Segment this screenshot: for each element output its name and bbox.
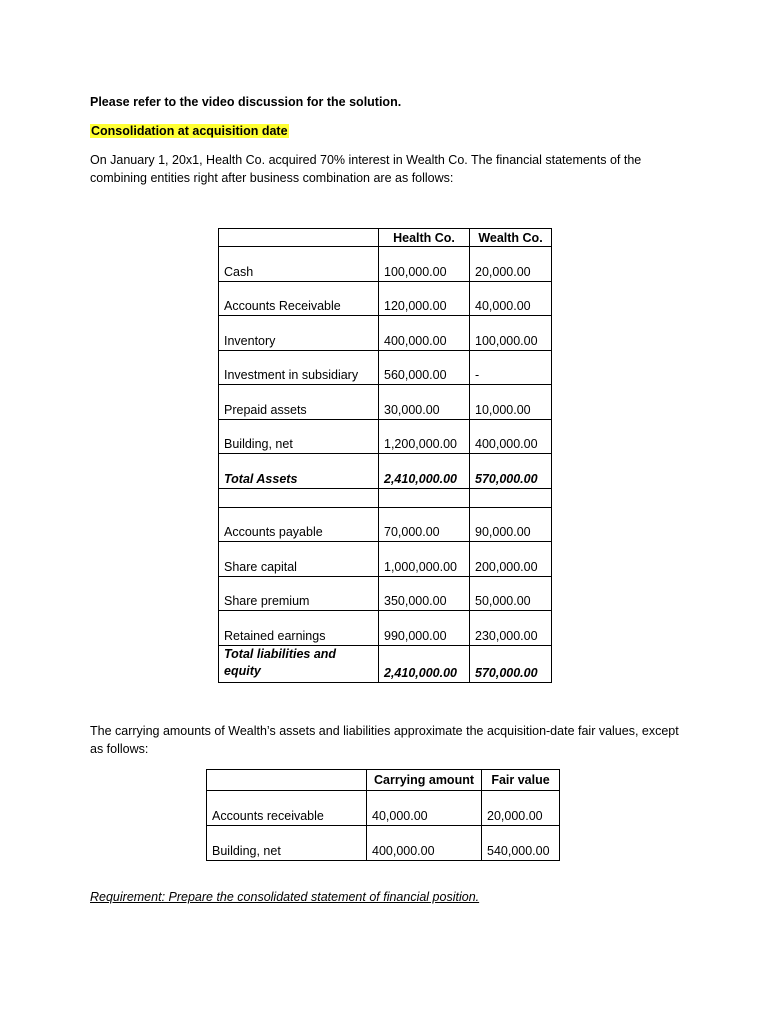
row-label: Accounts receivable [207, 791, 367, 826]
table-row [219, 611, 552, 646]
table-row [219, 576, 552, 611]
health-value: 2,410,000.00 [379, 454, 470, 489]
wealth-value: - [470, 350, 552, 385]
health-value: 350,000.00 [379, 576, 470, 611]
note-text: Please refer to the video discussion for the solution. [90, 95, 402, 109]
table-row [219, 281, 552, 316]
carrying-value: 40,000.00 [367, 791, 482, 826]
spacer-row [219, 488, 552, 507]
wealth-value: 200,000.00 [470, 542, 552, 577]
row-label: Accounts payable [219, 507, 379, 542]
wealth-value: 570,000.00 [470, 645, 552, 682]
health-value: 30,000.00 [379, 385, 470, 420]
fair-value: 20,000.00 [482, 791, 560, 826]
table-row [219, 350, 552, 385]
row-label: Accounts Receivable [219, 281, 379, 316]
health-value: 1,000,000.00 [379, 542, 470, 577]
table-row [219, 542, 552, 577]
health-value: 560,000.00 [379, 350, 470, 385]
table-row [207, 791, 560, 826]
row-label: Retained earnings [219, 611, 379, 646]
carrying-value: 400,000.00 [367, 826, 482, 861]
wealth-value: 20,000.00 [470, 247, 552, 282]
fair-value: 540,000.00 [482, 826, 560, 861]
fair-value-table [206, 769, 560, 861]
requirement-text: Requirement: Prepare the consolidated statement of financial position. [90, 890, 480, 904]
row-label: Building, net [219, 419, 379, 454]
health-value: 1,200,000.00 [379, 419, 470, 454]
row-label: Prepaid assets [219, 385, 379, 420]
header-fair-value: Fair value [482, 770, 560, 791]
row-label: Share capital [219, 542, 379, 577]
table-row [219, 419, 552, 454]
wealth-value: 400,000.00 [470, 419, 552, 454]
row-label: Investment in subsidiary [219, 350, 379, 385]
wealth-value: 570,000.00 [470, 454, 552, 489]
header-blank [219, 229, 379, 247]
table-row [219, 385, 552, 420]
wealth-value: 40,000.00 [470, 281, 552, 316]
health-value: 400,000.00 [379, 316, 470, 351]
fair-value-paragraph: The carrying amounts of Wealth’s assets and liabilities approximate the acquisition-date fair values, except as follows: [90, 724, 679, 756]
header-blank [207, 770, 367, 791]
total-liabilities-row [219, 645, 552, 682]
table-header-row [219, 229, 552, 247]
row-label: Building, net [207, 826, 367, 861]
table-row [219, 247, 552, 282]
health-value: 70,000.00 [379, 507, 470, 542]
health-value: 2,410,000.00 [379, 645, 470, 682]
table-row [219, 316, 552, 351]
wealth-value: 100,000.00 [470, 316, 552, 351]
header-wealth: Wealth Co. [470, 229, 552, 247]
section-heading: Consolidation at acquisition date [91, 124, 288, 138]
health-value: 120,000.00 [379, 281, 470, 316]
table-row [219, 507, 552, 542]
health-value: 990,000.00 [379, 611, 470, 646]
financial-statements-table [218, 228, 552, 683]
wealth-value: 230,000.00 [470, 611, 552, 646]
health-value: 100,000.00 [379, 247, 470, 282]
wealth-value: 50,000.00 [470, 576, 552, 611]
row-label: Share premium [219, 576, 379, 611]
wealth-value: 10,000.00 [470, 385, 552, 420]
header-health: Health Co. [379, 229, 470, 247]
row-label: Cash [219, 247, 379, 282]
intro-paragraph: On January 1, 20x1, Health Co. acquired 70% interest in Wealth Co. The financial statements of the combining entities right after business combination are as follows: [90, 153, 642, 185]
row-label: Inventory [219, 316, 379, 351]
table-row [207, 826, 560, 861]
row-label: Total liabilities and equity [219, 645, 379, 682]
header-carrying: Carrying amount [367, 770, 482, 791]
row-label: Total Assets [219, 454, 379, 489]
wealth-value: 90,000.00 [470, 507, 552, 542]
total-assets-row [219, 454, 552, 489]
table-header-row [207, 770, 560, 791]
